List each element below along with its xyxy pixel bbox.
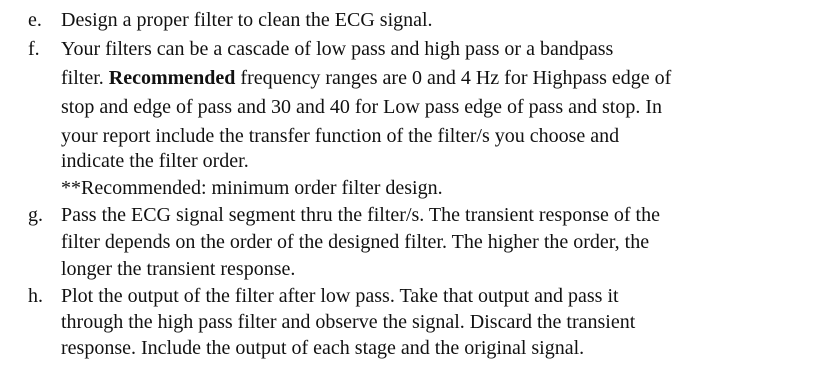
item-f-line-5: indicate the filter order.: [61, 150, 249, 172]
item-f-line-2: [61, 66, 671, 90]
item-h-line-2: through the high pass filter and observe the signal. Discard the transient: [61, 311, 636, 333]
recommended-emphasis: Recommended: [108, 67, 236, 89]
item-f-line-3: stop and edge of pass and 30 and 40 for Low pass edge of pass and stop. In: [61, 96, 662, 118]
item-f-line-2-tail: frequency ranges are 0 and 4 Hz for Highpass edge of: [240, 67, 672, 89]
item-h-line-1: Plot the output of the filter after low pass. Take that output and pass it: [61, 285, 619, 307]
item-marker-h: h.: [28, 285, 43, 307]
item-marker-e: e.: [28, 9, 42, 31]
item-f-line-1: Your filters can be a cascade of low pass and high pass or a bandpass: [61, 38, 614, 60]
item-f-note: **Recommended: minimum order filter design.: [61, 177, 443, 199]
item-e-line-1: Design a proper filter to clean the ECG signal.: [61, 9, 433, 31]
item-marker-f: f.: [28, 38, 40, 60]
item-g-line-3: longer the transient response.: [61, 258, 296, 280]
item-marker-g: g.: [28, 204, 43, 226]
item-g-line-1: Pass the ECG signal segment thru the filter/s. The transient response of the: [61, 204, 660, 226]
item-h-line-3: response. Include the output of each stage and the original signal.: [61, 337, 585, 359]
item-f-line-2-lead: filter.: [61, 67, 104, 89]
item-g-line-2: filter depends on the order of the designed filter. The higher the order, the: [61, 231, 650, 253]
item-f-line-4: your report include the transfer function of the filter/s you choose and: [61, 125, 620, 147]
